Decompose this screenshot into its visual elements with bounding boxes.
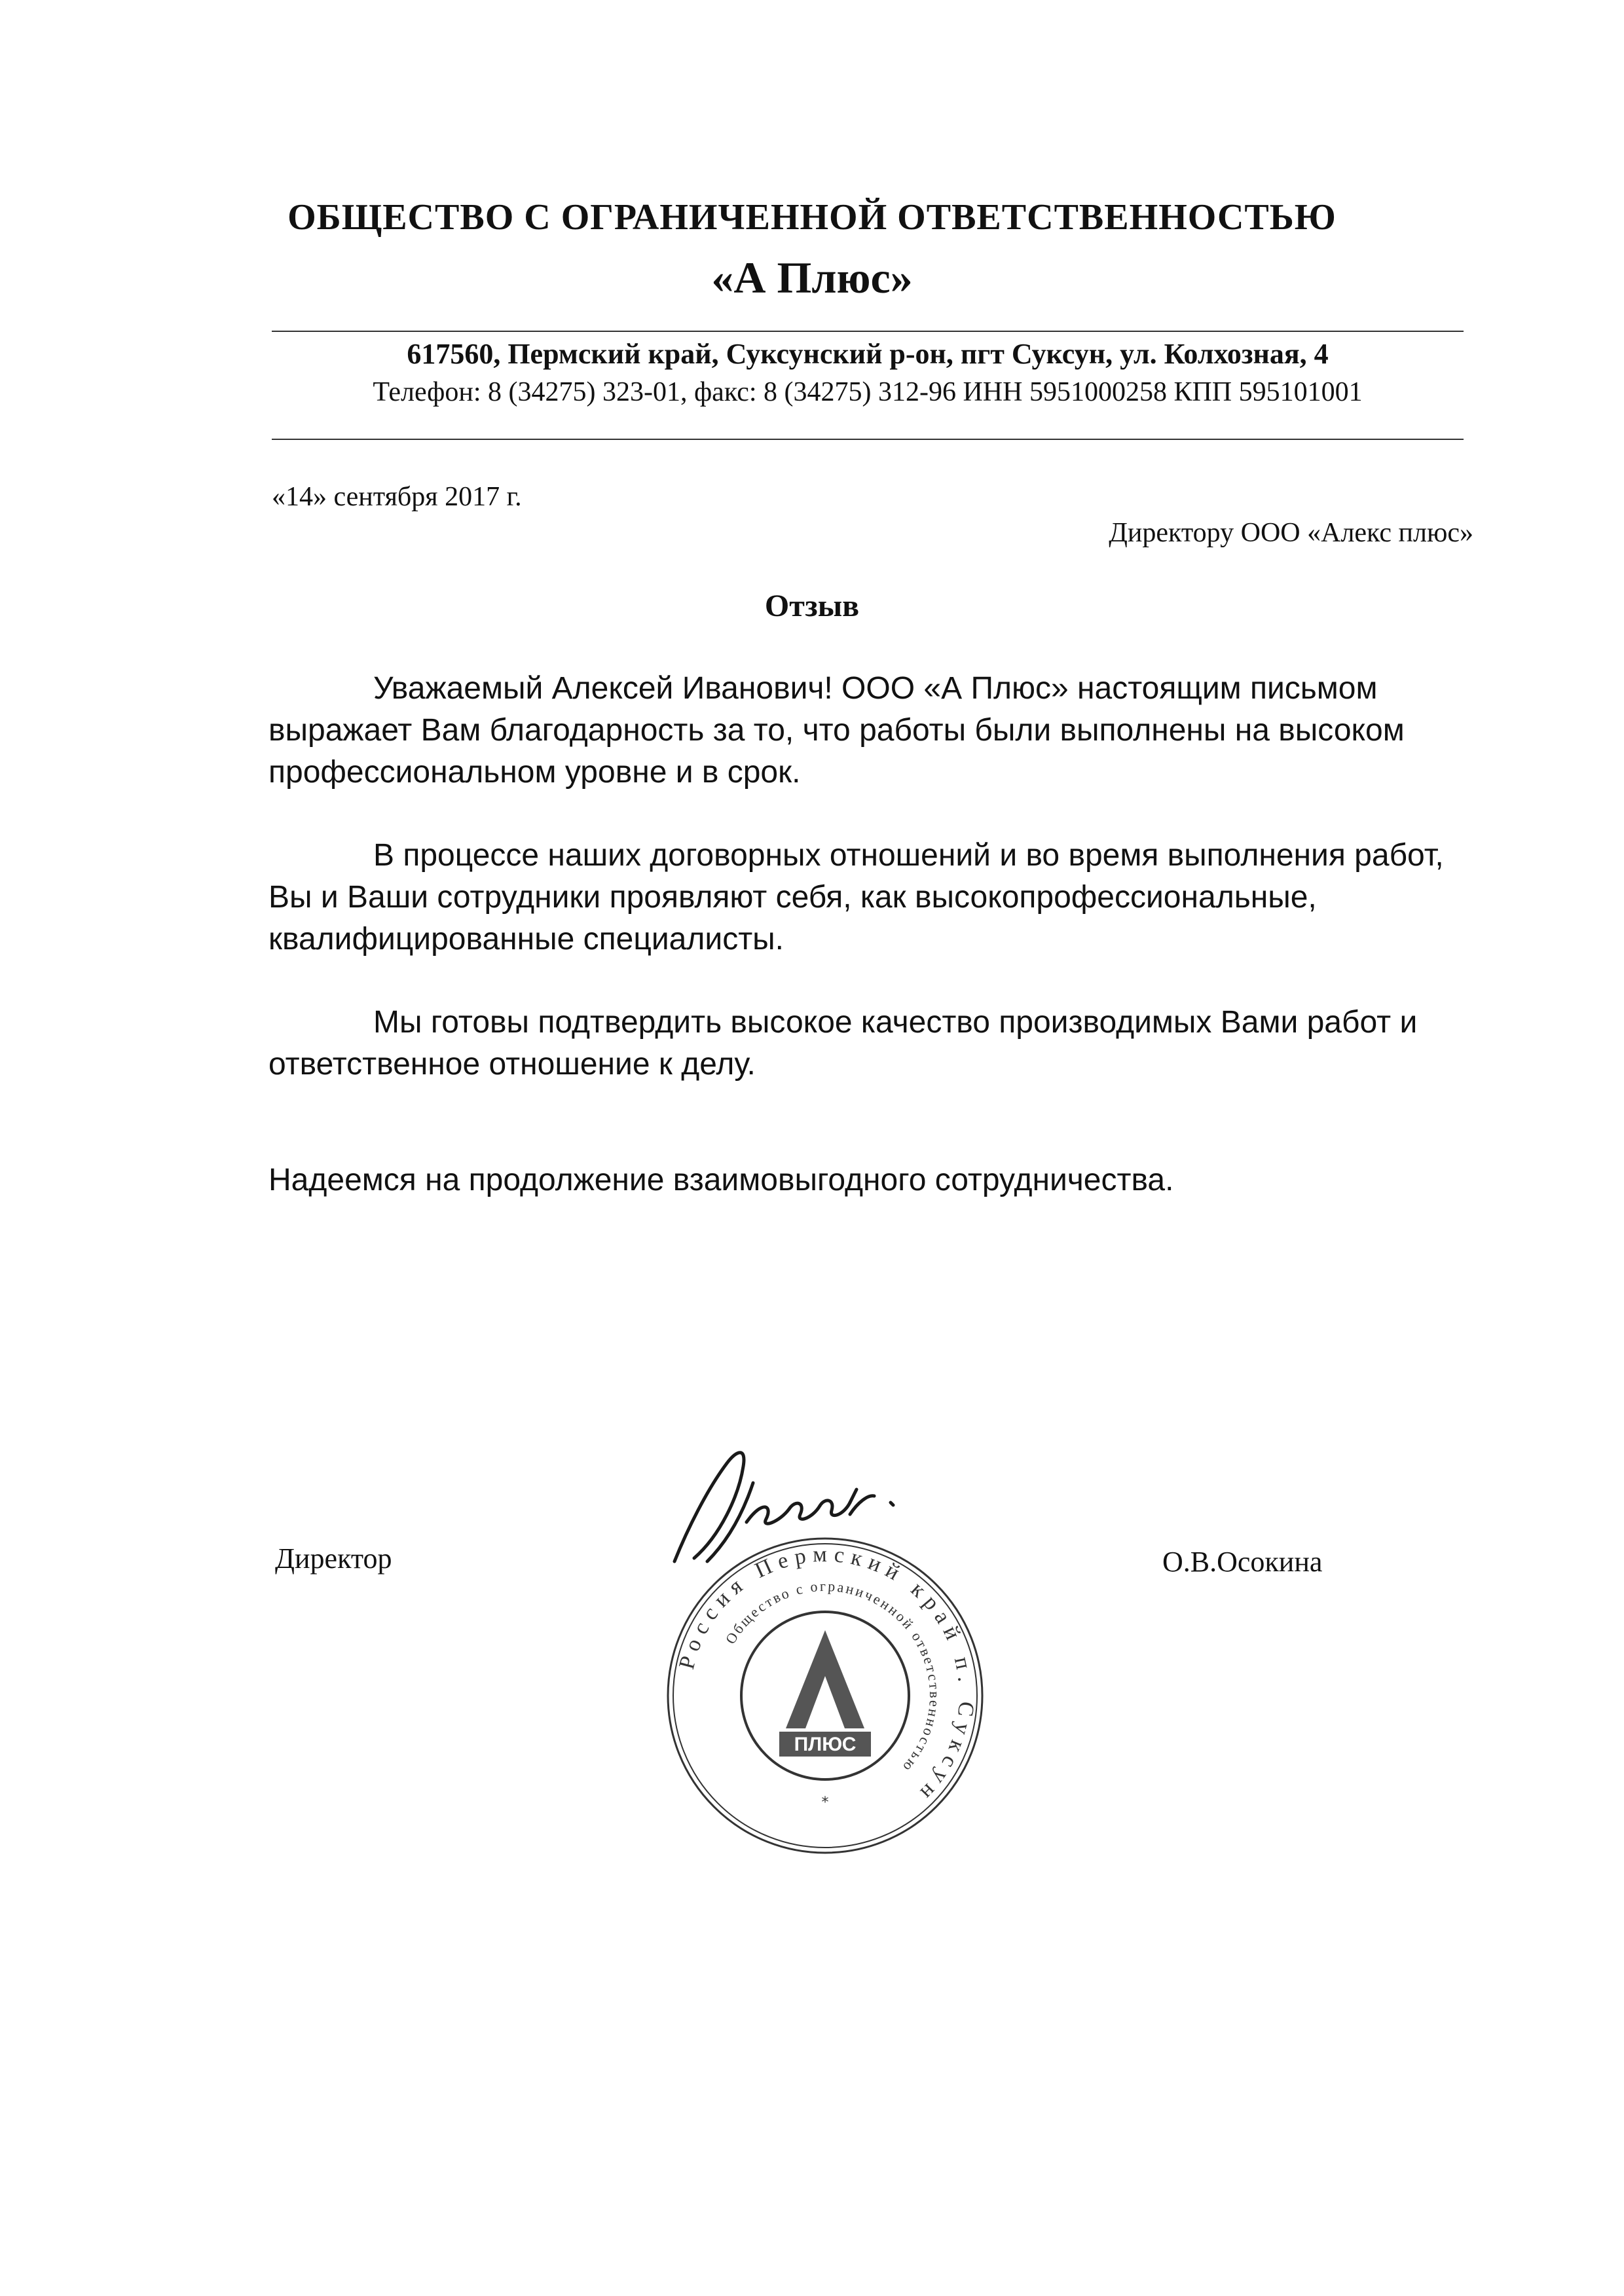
stamp-logo-text: ПЛЮС [794,1734,857,1755]
svg-text:*: * [821,1795,829,1811]
stamp-inner-text: Общество с ограниченной ответственностью [722,1577,944,1777]
body-paragraph-3: Мы готовы подтвердить высокое качество производимых Вами работ и ответственное отношение к делу. [268,1005,1418,1082]
signer-name: О.В.Осокина [1162,1546,1323,1578]
body-paragraph-1: Уважаемый Алексей Иванович! ООО «А Плюс» настоящим письмом выражает Вам благодарность за то, что работы были выполнены на высоком профессиональном уровне и в срок. [268,671,1405,790]
company-stamp [661,1532,989,1863]
closing-line: Надеемся на продолжение взаимовыгодного сотрудничества. [268,1163,1174,1197]
addressee: Директору ООО «Алекс плюс» [1109,518,1473,548]
signer-position: Директор [275,1542,392,1575]
company-name: ОБЩЕСТВО С ОГРАНИЧЕННОЙ ОТВЕТСТВЕННОСТЬЮ [287,197,1337,238]
company-address: 617560, Пермский край, Суксунский р-он, пгт Суксун, ул. Колхозная, 4 [407,338,1329,370]
stamp-logo [779,1630,871,1757]
document-title: Отзыв [764,589,860,623]
body-paragraph-2: В процессе наших договорных отношений и во время выполнения работ, Вы и Ваши сотрудники проявляют себя, как высокопрофессиональные, квалифицированные специалисты. [268,838,1444,957]
letter-date: «14» сентября 2017 г. [272,482,522,512]
header-divider-top [272,331,1464,332]
company-contacts: Телефон: 8 (34275) 323-01, факс: 8 (34275) 312-96 ИНН 5951000258 КПП 595101001 [373,377,1363,407]
company-brand: «А Плюс» [711,253,913,302]
stamp-outer-text: Россия Пермский край п. Суксун [674,1542,979,1810]
header-divider-bottom [272,439,1464,440]
stamp-logo-letter: А [814,1694,836,1728]
